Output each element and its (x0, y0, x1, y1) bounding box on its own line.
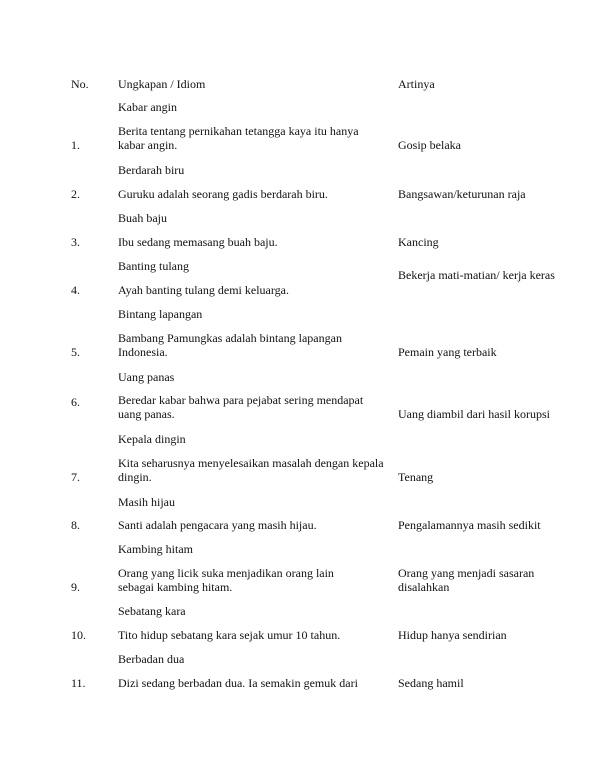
row-number: 2. (71, 187, 80, 201)
idiom-meaning: Orang yang menjadi sasaran disalahkan (398, 566, 535, 594)
idiom-example: Beredar kabar bahwa para pejabat sering mendapat uang panas. (118, 393, 364, 421)
idiom-example: Tito hidup sebatang kara sejak umur 10 tahun. (118, 628, 341, 642)
idiom-meaning: Pengalamannya masih sedikit (398, 518, 541, 532)
idiom-term: Kepala dingin (118, 432, 186, 446)
row-number: 1. (71, 138, 80, 152)
idiom-meaning: Hidup hanya sendirian (398, 628, 507, 642)
row-number: 6. (71, 395, 80, 409)
idiom-term: Buah baju (118, 211, 167, 225)
idiom-term: Banting tulang (118, 259, 189, 273)
row-number: 7. (71, 470, 80, 484)
idiom-meaning: Bangsawan/keturunan raja (398, 187, 526, 201)
row-number: 10. (71, 628, 86, 642)
idiom-meaning: Sedang hamil (398, 676, 464, 690)
idiom-meaning: Kancing (398, 235, 439, 249)
idiom-example: Guruku adalah seorang gadis berdarah biru. (118, 187, 328, 201)
idiom-example: Berita tentang pernikahan tetangga kaya itu hanya kabar angin. (118, 124, 359, 152)
idiom-example: Kita seharusnya menyelesaikan masalah dengan kepala dingin. (118, 456, 384, 484)
idiom-term: Kabar angin (118, 100, 177, 114)
idiom-term: Bintang lapangan (118, 307, 203, 321)
idiom-example: Ayah banting tulang demi keluarga. (118, 283, 289, 297)
idiom-term: Sebatang kara (118, 604, 186, 618)
row-number: 4. (71, 283, 80, 297)
idiom-meaning: Bekerja mati-matian/ kerja keras (398, 268, 555, 282)
idiom-example: Dizi sedang berbadan dua. Ia semakin gemuk dari (118, 676, 358, 690)
row-number: 8. (71, 518, 80, 532)
idiom-term: Kambing hitam (118, 542, 193, 556)
header-no: No. (71, 77, 89, 91)
idiom-meaning: Pemain yang terbaik (398, 345, 497, 359)
idiom-example: Ibu sedang memasang buah baju. (118, 235, 278, 249)
idiom-term: Masih hijau (118, 495, 175, 509)
row-number: 9. (71, 580, 80, 594)
idiom-term: Uang panas (118, 370, 175, 384)
idiom-meaning: Tenang (398, 470, 434, 484)
idiom-example: Santi adalah pengacara yang masih hijau. (118, 518, 317, 532)
idiom-meaning: Gosip belaka (398, 138, 461, 152)
idiom-example: Bambang Pamungkas adalah bintang lapangan Indonesia. (118, 331, 342, 359)
row-number: 5. (71, 345, 80, 359)
idiom-meaning: Uang diambil dari hasil korupsi (398, 407, 550, 421)
row-number: 11. (71, 676, 86, 690)
row-number: 3. (71, 235, 80, 249)
header-meaning: Artinya (398, 77, 435, 91)
header-idiom: Ungkapan / Idiom (118, 77, 206, 91)
idiom-term: Berdarah biru (118, 163, 185, 177)
idiom-example: Orang yang licik suka menjadikan orang lain sebagai kambing hitam. (118, 566, 334, 594)
idiom-term: Berbadan dua (118, 652, 185, 666)
